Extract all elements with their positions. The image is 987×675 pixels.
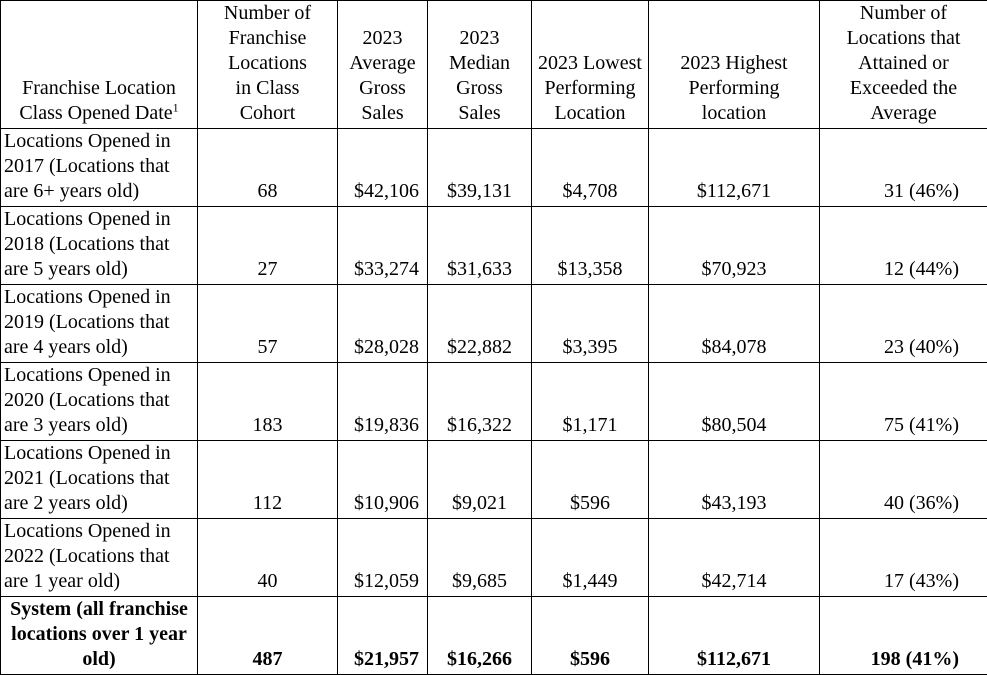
header-lowest-performing-text: 2023 Lowest Performing Location (537, 51, 643, 126)
cell-count: 68 (198, 129, 338, 207)
header-row (1, 1, 987, 129)
row-class-label-text: Locations Opened in 2019 (Locations that are 4 years old) (4, 285, 194, 360)
cell-highest: $80,504 (649, 363, 820, 441)
table-row (1, 129, 987, 207)
total-attained: 198 (41%) (820, 597, 987, 675)
header-median-gross-sales-text: 2023 Median Gross Sales (445, 26, 515, 126)
cell-lowest: $13,358 (532, 207, 649, 285)
row-class-label-text: Locations Opened in 2018 (Locations that are 5 years old) (4, 207, 194, 282)
header-location-count (198, 1, 338, 129)
table-row (1, 285, 987, 363)
total-count: 487 (198, 597, 338, 675)
header-attained-average-text: Number of Locations that Attained or Exceeded the Average (834, 1, 974, 126)
cell-lowest: $3,395 (532, 285, 649, 363)
row-class-label (1, 363, 198, 441)
cell-average: $12,059 (338, 519, 428, 597)
row-class-label-text: Locations Opened in 2017 (Locations that are 6+ years old) (4, 129, 194, 204)
cell-highest: $42,714 (649, 519, 820, 597)
header-average-gross-sales (338, 1, 428, 129)
header-median-gross-sales (428, 1, 532, 129)
cell-average: $19,836 (338, 363, 428, 441)
cell-median: $9,021 (428, 441, 532, 519)
cell-median: $22,882 (428, 285, 532, 363)
cell-median: $16,322 (428, 363, 532, 441)
cell-attained: 12 (44%) (820, 207, 987, 285)
cell-highest: $43,193 (649, 441, 820, 519)
row-class-label (1, 285, 198, 363)
row-class-label-text: Locations Opened in 2021 (Locations that are 2 years old) (4, 441, 194, 516)
header-highest-performing-text: 2023 Highest Performing location (671, 51, 797, 126)
cell-highest: $112,671 (649, 129, 820, 207)
cell-average: $28,028 (338, 285, 428, 363)
cell-count: 112 (198, 441, 338, 519)
row-class-label (1, 519, 198, 597)
cell-median: $39,131 (428, 129, 532, 207)
total-average: $21,957 (338, 597, 428, 675)
row-class-label (1, 441, 198, 519)
header-lowest-performing (532, 1, 649, 129)
cell-median: $9,685 (428, 519, 532, 597)
cell-average: $10,906 (338, 441, 428, 519)
row-class-label-text: Locations Opened in 2022 (Locations that are 1 year old) (4, 519, 194, 594)
cell-attained: 40 (36%) (820, 441, 987, 519)
header-class-line1: Franchise Location (22, 77, 176, 99)
total-lowest: $596 (532, 597, 649, 675)
table-row (1, 363, 987, 441)
cell-average: $42,106 (338, 129, 428, 207)
table-row (1, 519, 987, 597)
cell-attained: 23 (40%) (820, 285, 987, 363)
header-class-line2: Class Opened Date (19, 102, 172, 124)
total-label (1, 597, 198, 675)
cell-lowest: $4,708 (532, 129, 649, 207)
header-average-gross-sales-text: 2023 Average Gross Sales (343, 26, 423, 126)
total-highest: $112,671 (649, 597, 820, 675)
header-attained-average (820, 1, 987, 129)
cell-average: $33,274 (338, 207, 428, 285)
cell-highest: $84,078 (649, 285, 820, 363)
cell-attained: 17 (43%) (820, 519, 987, 597)
row-class-label (1, 129, 198, 207)
cell-highest: $70,923 (649, 207, 820, 285)
cell-count: 57 (198, 285, 338, 363)
cell-lowest: $596 (532, 441, 649, 519)
cell-count: 183 (198, 363, 338, 441)
header-highest-performing (649, 1, 820, 129)
table-row (1, 207, 987, 285)
table-row (1, 441, 987, 519)
cell-count: 40 (198, 519, 338, 597)
cell-lowest: $1,171 (532, 363, 649, 441)
row-class-label-text: Locations Opened in 2020 (Locations that are 3 years old) (4, 363, 194, 438)
cell-median: $31,633 (428, 207, 532, 285)
cell-lowest: $1,449 (532, 519, 649, 597)
header-location-count-text: Number of Franchise Locations in Class Cohort (220, 1, 316, 126)
footnote-marker: 1 (173, 100, 179, 114)
cell-count: 27 (198, 207, 338, 285)
cell-attained: 75 (41%) (820, 363, 987, 441)
header-class-opened-date (1, 1, 198, 129)
row-class-label (1, 207, 198, 285)
cell-attained: 31 (46%) (820, 129, 987, 207)
total-label-text: System (all franchise locations over 1 year old) (4, 597, 194, 672)
total-row (1, 597, 987, 675)
total-median: $16,266 (428, 597, 532, 675)
